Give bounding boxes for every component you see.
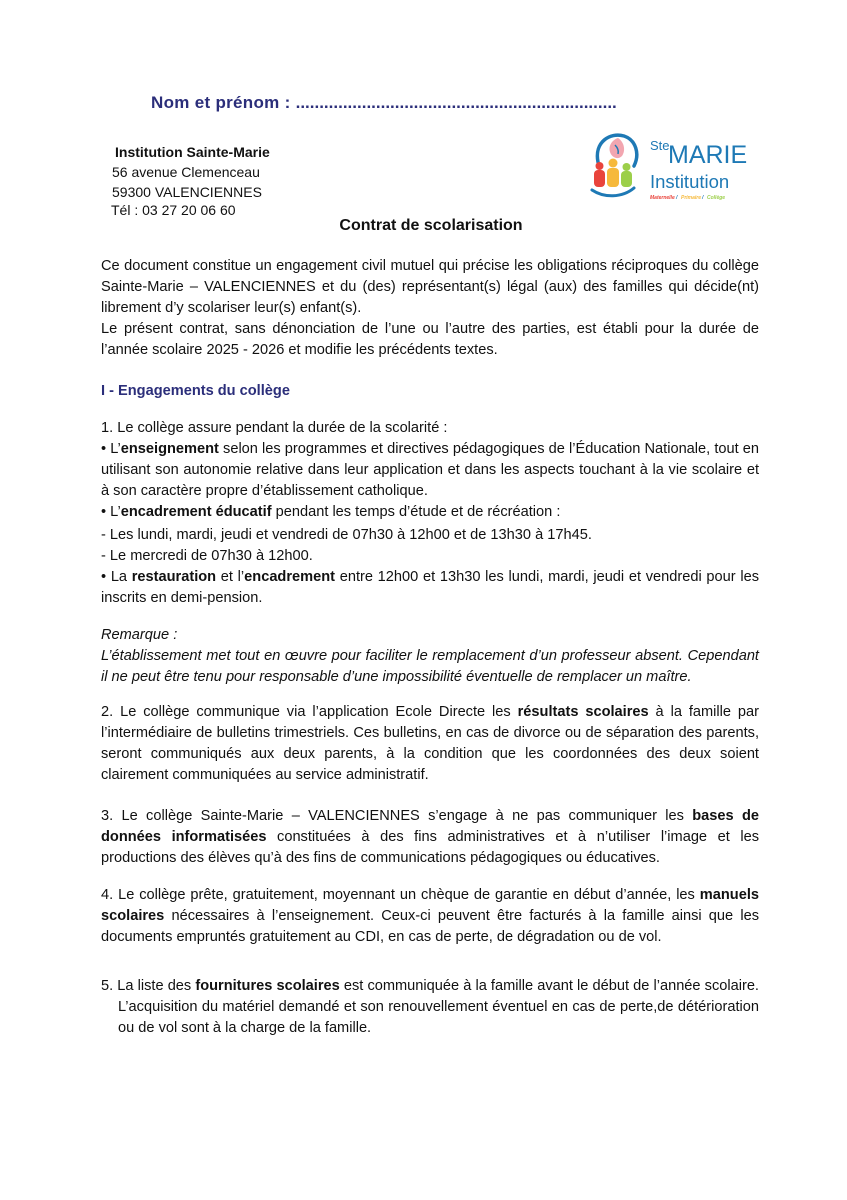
bold-term: encadrement: [244, 569, 336, 585]
schedule-weekdays: - Les lundi, mardi, jeudi et vendredi de 07h30 à 12h00 et de 13h30 à 17h45.: [101, 527, 592, 543]
institution-address-block: [112, 142, 270, 218]
name-label: Nom et prénom :: [151, 93, 291, 112]
bold-term: résultats scolaires: [517, 704, 649, 720]
bold-term: bases de données informatisées: [101, 808, 760, 845]
schedule-wednesday: - Le mercredi de 07h30 à 12h00.: [101, 548, 313, 564]
item-1-bullet-encadrement: [101, 502, 759, 523]
item-1-bullet-restauration: [101, 567, 759, 609]
text-run: entre 12h00 et 13h30 les lundi, mardi, jeudi et vendredi pour les inscrits en demi-pension.: [101, 569, 760, 606]
address-line-2: 59300 VALENCIENNES: [112, 184, 262, 200]
logo-level-college: Collège: [707, 195, 726, 201]
item-4-paragraph: [101, 885, 759, 948]
logo-level-maternelle: Maternelle: [650, 195, 675, 201]
remark-label: Remarque :: [101, 627, 178, 643]
text-run: est communiquée à la famille avant le début de l’année scolaire. L’acquisition du matériel demandé et son renouvellement éventuel en cas de perte,de détérioration ou de vol sont à la charge de la famille.: [118, 978, 759, 1036]
name-dots: ....................................................................: [295, 93, 617, 112]
logo-word-institution: Institution: [650, 171, 730, 192]
item-2-paragraph: [101, 702, 759, 786]
logo-separator-2: /: [702, 195, 704, 201]
text-run: et l’: [216, 569, 245, 585]
logo-level-primaire: Primaire: [681, 195, 702, 201]
text-run: selon les programmes et directives pédagogiques de l’Éducation Nationale, tout en utilisant son autonomie relative dans leur application et dans les aspects touchant à la vie scolaire et à son caractère propre d’établissement catholique.: [101, 441, 760, 499]
section-1-heading: I - Engagements du collège: [101, 383, 290, 399]
text-run: 2. Le collège communique via l’application Ecole Directe les: [101, 704, 518, 720]
text-run: • La: [101, 569, 132, 585]
bold-term: manuels scolaires: [101, 887, 759, 924]
bold-term: fournitures scolaires: [195, 978, 340, 994]
item-5-paragraph: [101, 976, 759, 1039]
intro-paragraph-1: Ce document constitue un engagement civil mutuel qui précise les obligations réciproques du collège Sainte-Marie – VALENCIENNES et du (des) représentant(s) légal (aux) des familles qui décide(nt) librement d’y scolariser leur(s) enfant(s).: [101, 258, 759, 316]
text-run: constituées à des fins administratives et à n’utiliser l’image et les productions des élèves qu’à des fins de communications pédagogiques ou éducatives.: [101, 829, 759, 866]
name-field-line: [151, 93, 617, 113]
document-title: Contrat de scolarisation: [339, 217, 523, 234]
logo-emblem-icon: [592, 135, 637, 196]
text-run: • L’: [101, 504, 121, 520]
text-run: 4. Le collège prête, gratuitement, moyennant un chèque de garantie en début d’année, les: [101, 887, 700, 903]
document-body: [101, 256, 759, 1039]
bold-term: restauration: [131, 569, 217, 585]
text-run: à la famille par l’intermédiaire de bulletins trimestriels. Ces bulletins, en cas de divorce ou de séparation des parents, seront communiqués aux deux parents, à la condition que les coordonnées des deux soient clairement communiquées au service administratif.: [101, 704, 759, 783]
text-run: nécessaires à l’enseignement. Ceux-ci peuvent être facturés à la famille ainsi que les documents empruntés gratuitement au CDI, en cas de perte, de dégradation ou de vol.: [101, 908, 759, 945]
logo-word-marie: MARIE: [668, 141, 748, 169]
bold-term: enseignement: [120, 441, 219, 457]
institution-name: Institution Sainte-Marie: [115, 144, 270, 160]
text-run: 5. La liste des: [101, 978, 196, 994]
text-run: 3. Le collège Sainte-Marie – VALENCIENNES s’engage à ne pas communiquer les: [101, 808, 693, 824]
text-run: pendant les temps d’étude et de récréation :: [271, 504, 561, 520]
bold-term: encadrement éducatif: [120, 504, 272, 520]
item-3-paragraph: [101, 806, 759, 869]
intro-paragraph-2: Le présent contrat, sans dénonciation de l’une ou l’autre des parties, est établi pour la durée de l’année scolaire 2025 - 2026 et modifie les précédents textes.: [101, 321, 759, 358]
remark-text: L’établissement met tout en œuvre pour faciliter le remplacement d’un professeur absent. Cependant il ne peut être tenu pour responsable d’une impossibilité éventuelle de remplacer un maître.: [101, 648, 759, 685]
phone-number: Tél : 03 27 20 06 60: [111, 202, 236, 218]
text-run: • L’: [101, 441, 121, 457]
item-1-lead: 1. Le collège assure pendant la durée de la scolarité :: [101, 420, 448, 436]
address-line-1: 56 avenue Clemenceau: [112, 164, 260, 180]
ste-marie-logo: [588, 128, 758, 204]
logo-superscript: Ste: [650, 138, 670, 153]
logo-separator-1: /: [676, 195, 678, 201]
item-1-bullet-enseignement: [101, 439, 759, 502]
